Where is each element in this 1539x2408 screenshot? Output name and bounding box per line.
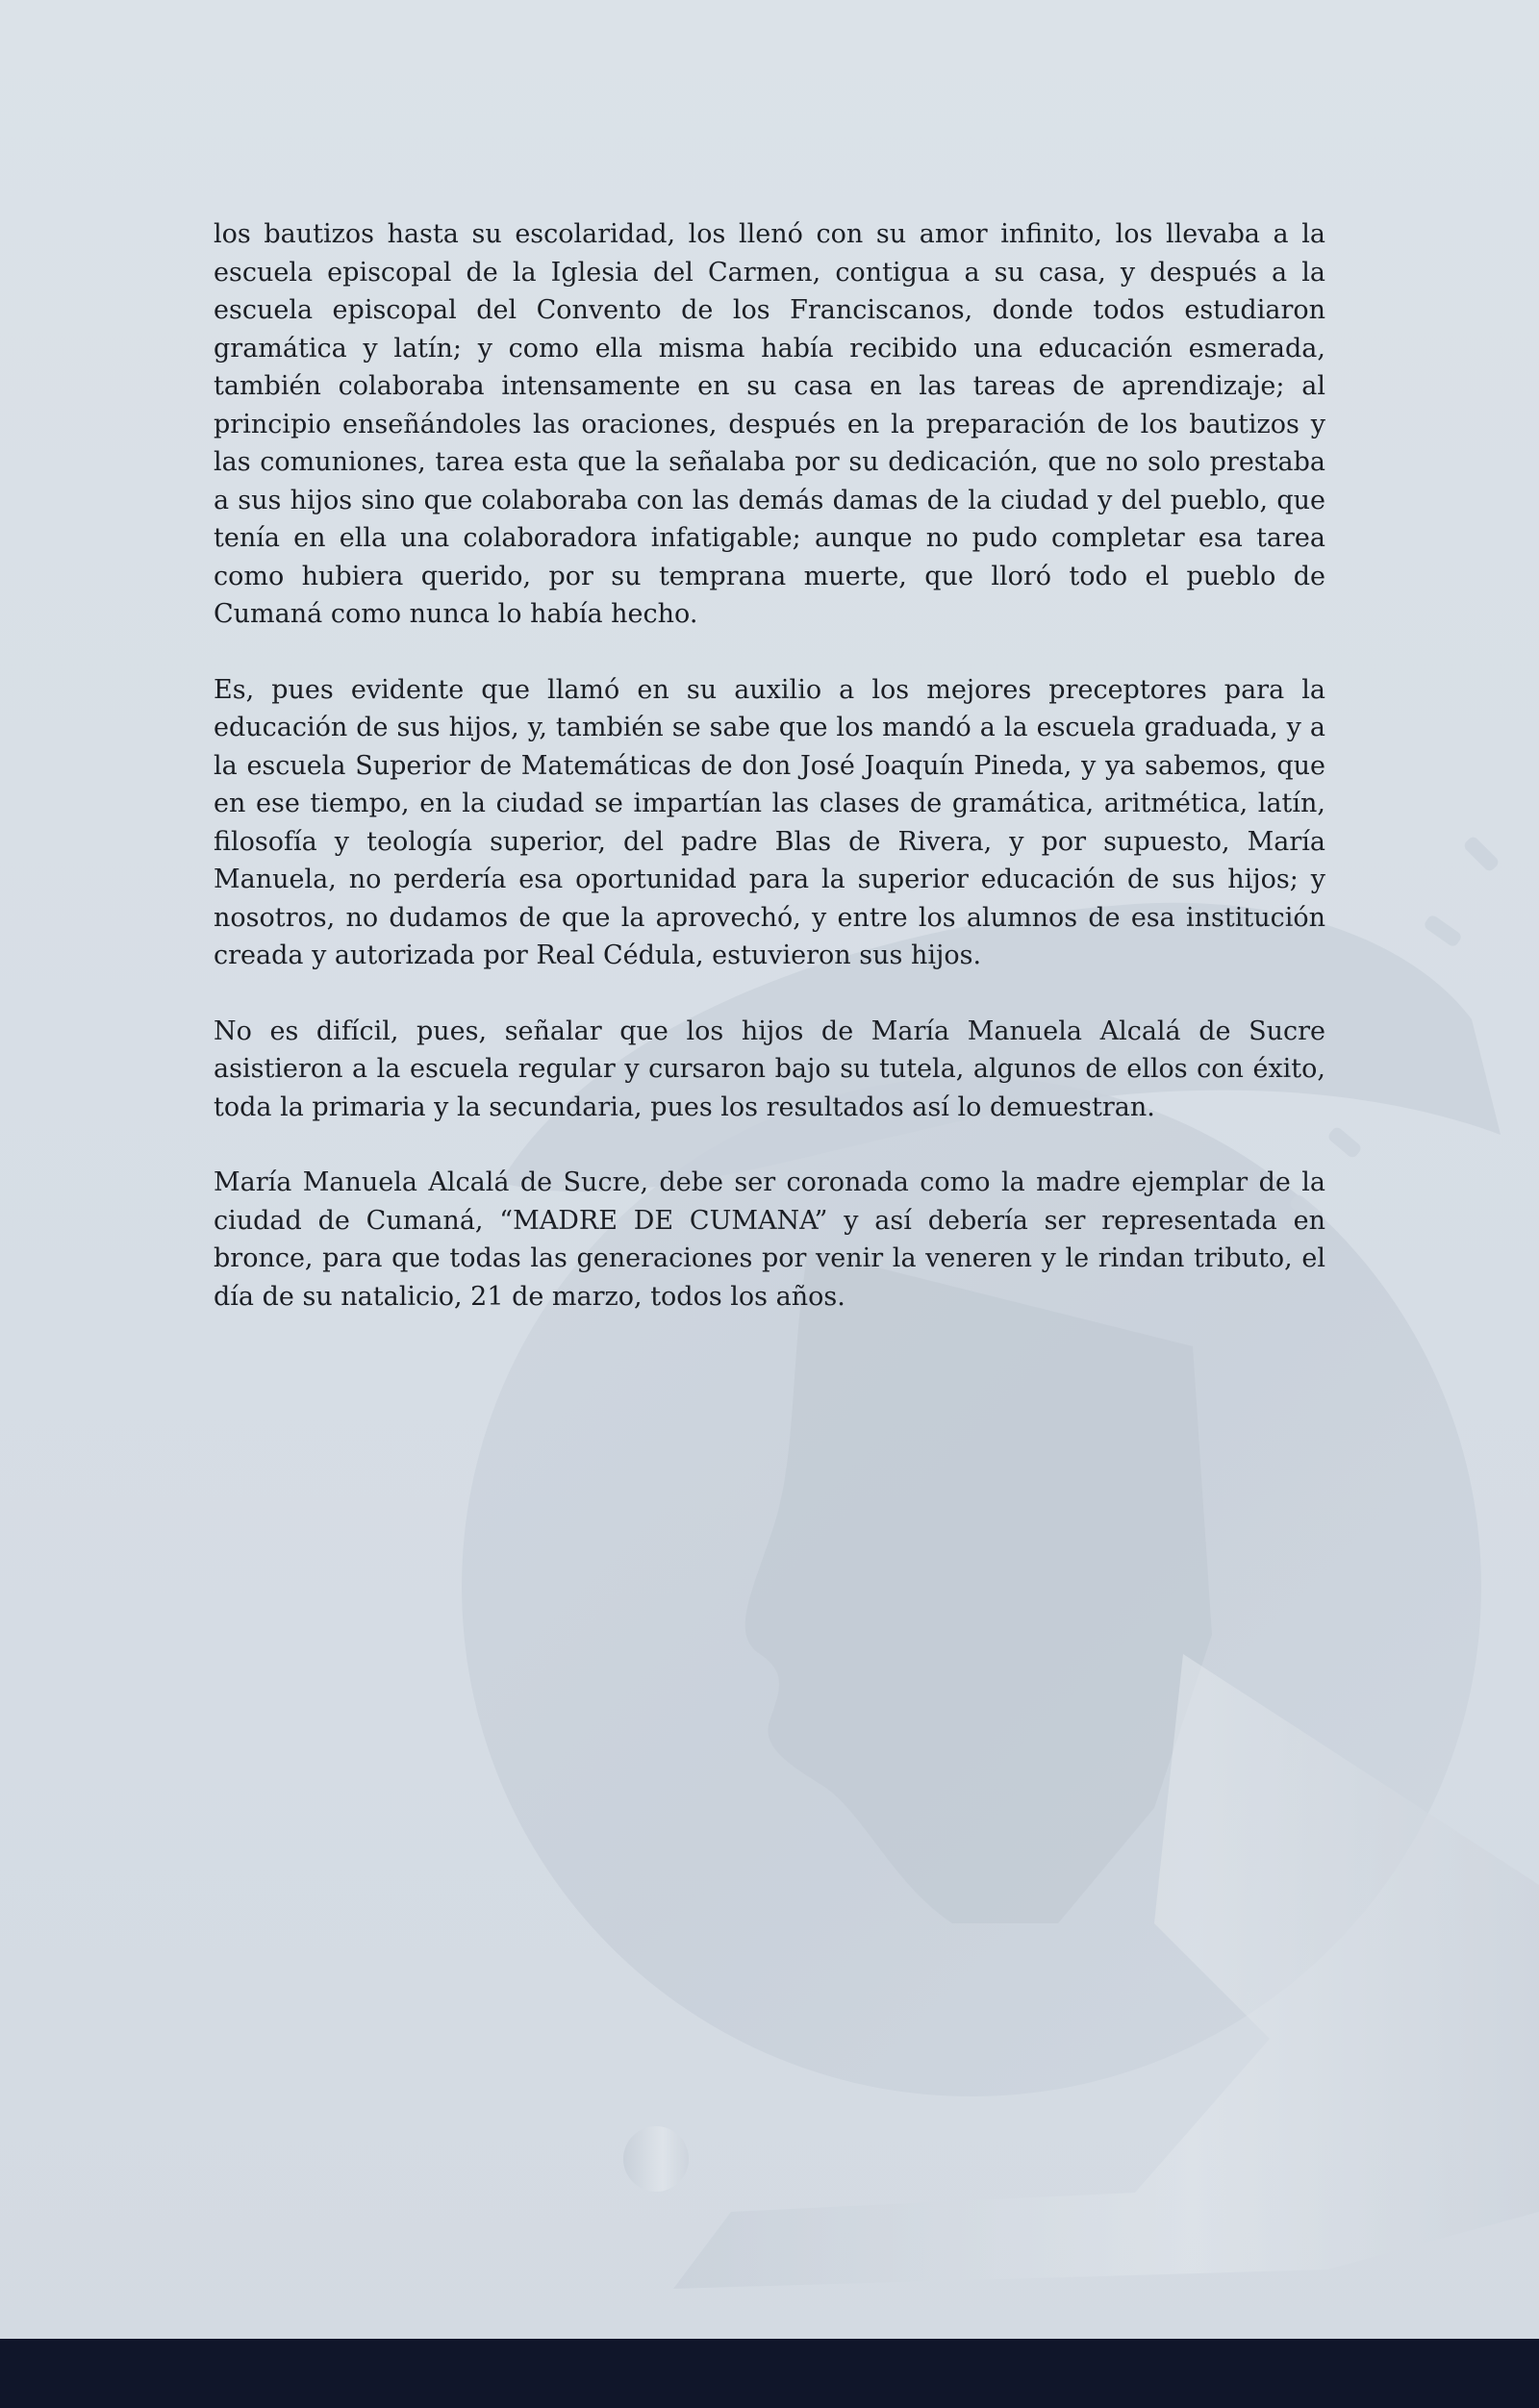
body-text	[214, 215, 1325, 1353]
paragraph-4: María Manuela Alcalá de Sucre, debe ser coronada como la madre ejemplar de la ciudad de Cumaná, “MADRE DE CUMANA” y así debería ser representada en bronce, para que todas las generaciones por venir la veneren y le rindan tributo, el día de su natalicio, 21 de marzo, todos los años.	[214, 1167, 1325, 1312]
paragraph-3: No es difícil, pues, señalar que los hijos de María Manuela Alcalá de Sucre asistieron a la escuela regular y cursaron bajo su tutela, algunos de ellos con éxito, toda la primaria y la secundaria, pues los resultados así lo demuestran.	[214, 1016, 1325, 1122]
footer-bar	[0, 2339, 1539, 2408]
paragraph-1: los bautizos hasta su escolaridad, los llenó con su amor infinito, los llevaba a la escuela episcopal de la Iglesia del Carmen, contigua a su casa, y después a la escuela episcopal del Convento de los Franciscanos, donde todos estudiaron gramática y latín; y como ella misma había recibido una educación esmerada, también colaboraba intensamente en su casa en las tareas de aprendizaje; al principio enseñándoles las oraciones, después en la preparación de los bautizos y las comuniones, tarea esta que la señalaba por su dedicación, que no solo prestaba a sus hijos sino que colaboraba con las demás damas de la ciudad y del pueblo, que tenía en ella una colaboradora infatigable; aunque no pudo completar esa tarea como hubiera querido, por su temprana muerte, que lloró todo el pueblo de Cumaná como nunca lo había hecho.	[214, 219, 1325, 629]
paragraph-2: Es, pues evidente que llamó en su auxilio a los mejores preceptores para la educación de sus hijos, y, también se sabe que los mandó a la escuela graduada, y a la escuela Superior de Matemáticas de don José Joaquín Pineda, y ya sabemos, que en ese tiempo, en la ciudad se impartían las clases de gramática, aritmética, latín, filosofía y teología superior, del padre Blas de Rivera, y por supuesto, María Manuela, no perdería esa oportunidad para la superior educación de sus hijos; y nosotros, no dudamos de que la aprovechó, y entre los alumnos de esa institución creada y autorizada por Real Cédula, estuvieron sus hijos.	[214, 674, 1325, 970]
